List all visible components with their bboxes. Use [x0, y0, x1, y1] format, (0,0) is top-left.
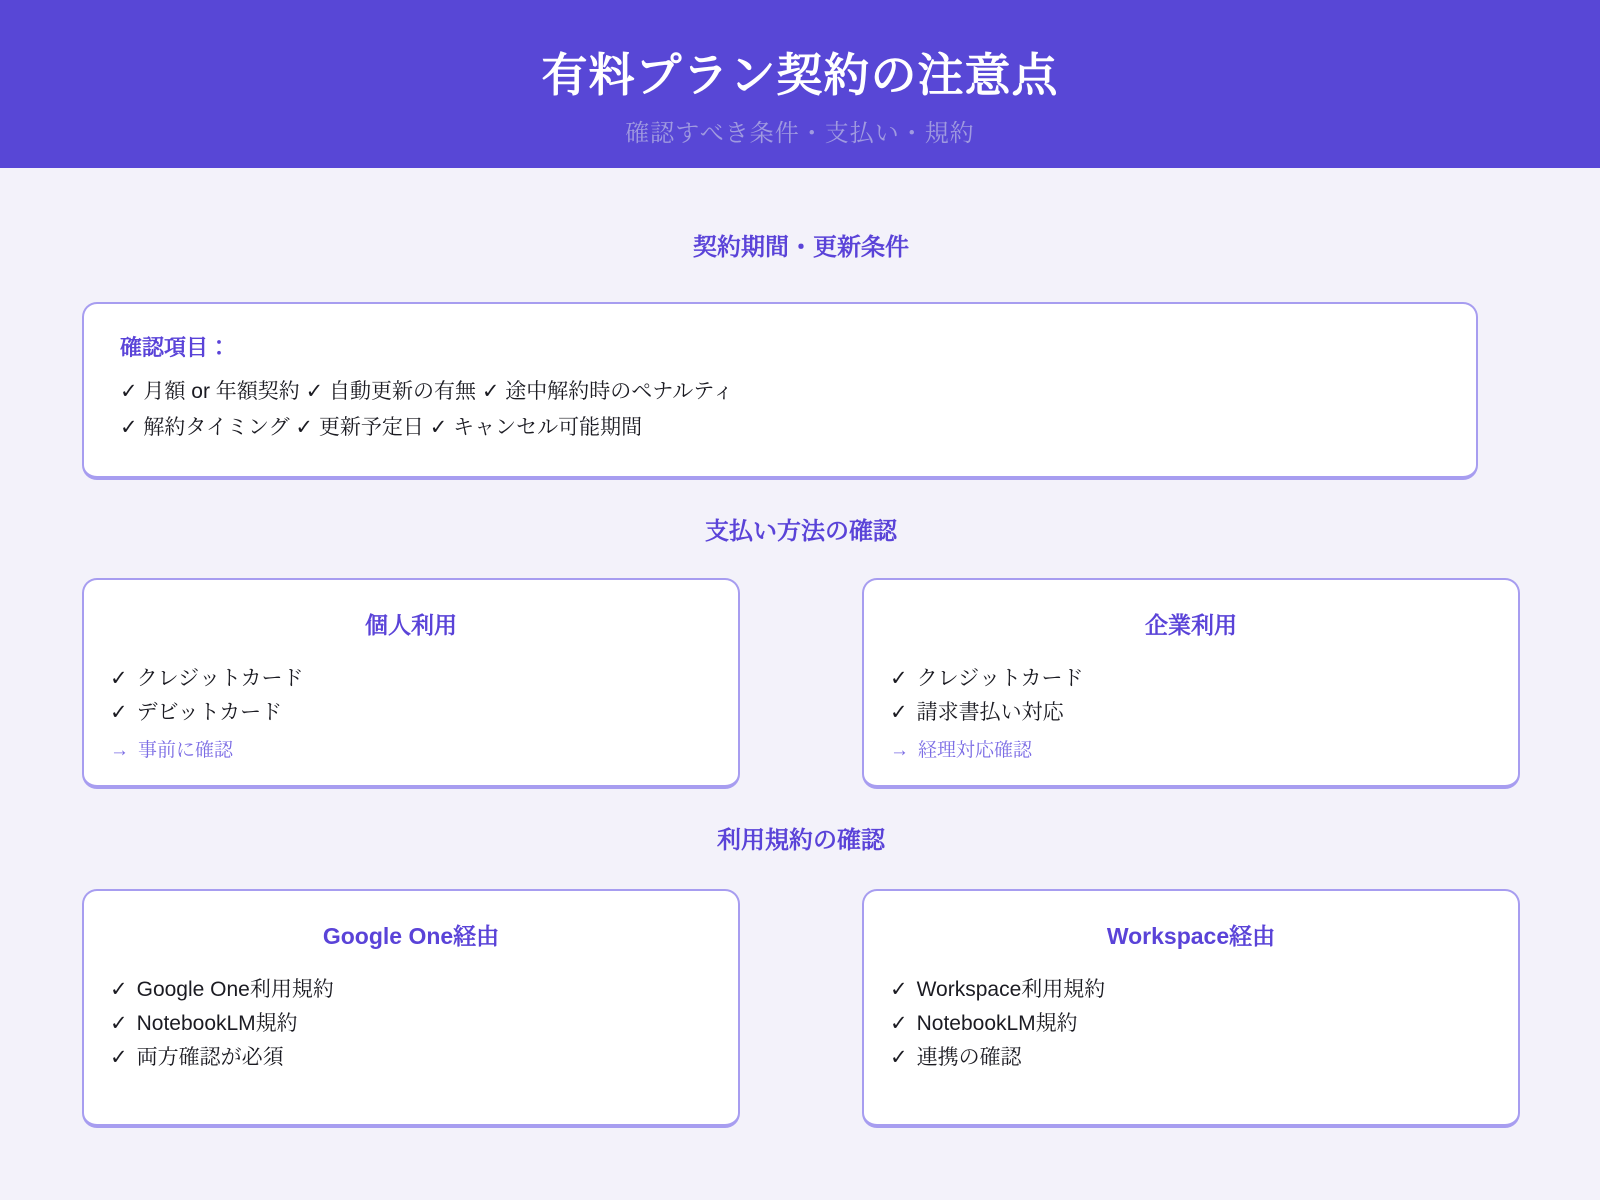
list-item	[890, 696, 1492, 730]
check-icon: ✓	[890, 978, 908, 1001]
section-payment-methods	[82, 516, 1520, 789]
card-title: Workspace経由	[1106, 923, 1276, 949]
payment-card-row	[82, 578, 1520, 789]
card-title: 企業利用	[1145, 612, 1237, 638]
section-heading: 契約期間・更新条件	[693, 234, 909, 261]
section-terms-of-use	[82, 825, 1520, 1128]
section-heading: 利用規約の確認	[717, 827, 885, 854]
card-google-one	[82, 889, 740, 1128]
checklist-label: 確認項目：	[120, 335, 231, 360]
card-items	[890, 662, 1492, 766]
arrow-icon: →	[110, 740, 129, 761]
card-items	[890, 973, 1492, 1075]
list-item	[890, 1041, 1492, 1075]
check-icon: ✓	[890, 1012, 908, 1035]
item-label: 請求書払い対応	[916, 701, 1064, 724]
terms-card-row	[82, 889, 1520, 1128]
list-item	[110, 1007, 712, 1041]
card-personal-use	[82, 578, 740, 789]
check-icon: ✓	[110, 1012, 128, 1035]
check-icon: ✓	[110, 1046, 128, 1069]
item-label: 両方確認が必須	[136, 1046, 284, 1069]
note-line	[890, 736, 1492, 766]
card-items	[110, 662, 712, 766]
card-title: Google One経由	[322, 923, 500, 949]
item-label: Google One利用規約	[136, 978, 334, 1001]
check-icon: ✓	[890, 701, 908, 724]
list-item	[110, 973, 712, 1007]
section-heading: 支払い方法の確認	[705, 518, 897, 545]
arrow-icon: →	[890, 740, 909, 761]
card-workspace	[862, 889, 1520, 1128]
note-label: 事前に確認	[138, 740, 234, 761]
list-item	[890, 1007, 1492, 1041]
card-business-use	[862, 578, 1520, 789]
check-icon: ✓	[110, 701, 128, 724]
check-icon: ✓	[110, 978, 128, 1001]
page-title: 有料プラン契約の注意点	[541, 49, 1059, 101]
main-content	[82, 232, 1520, 1128]
item-label: 連携の確認	[916, 1046, 1022, 1069]
check-icon: ✓	[110, 667, 128, 690]
list-item	[110, 1041, 712, 1075]
card-items	[110, 973, 712, 1075]
item-label: クレジットカード	[916, 667, 1084, 690]
page-subtitle: 確認すべき条件・支払い・規約	[625, 120, 975, 148]
check-icon: ✓	[890, 667, 908, 690]
item-label: デビットカード	[136, 701, 283, 724]
list-item	[890, 662, 1492, 696]
list-item	[110, 662, 712, 696]
check-icon: ✓	[890, 1046, 908, 1069]
note-label: 経理対応確認	[918, 740, 1033, 761]
checklist-card	[82, 302, 1478, 480]
note-line	[110, 736, 712, 766]
section-contract-terms	[82, 232, 1520, 480]
item-label: Workspace利用規約	[916, 978, 1106, 1001]
checklist-line: ✓ 解約タイミング ✓ 更新予定日 ✓ キャンセル可能期間	[120, 416, 643, 439]
checklist-line: ✓ 月額 or 年額契約 ✓ 自動更新の有無 ✓ 途中解約時のペナルティ	[120, 380, 734, 403]
item-label: NotebookLM規約	[916, 1012, 1078, 1035]
list-item	[110, 696, 712, 730]
list-item	[890, 973, 1492, 1007]
card-title: 個人利用	[365, 612, 457, 638]
page-header	[0, 0, 1600, 168]
item-label: NotebookLM規約	[136, 1012, 298, 1035]
item-label: クレジットカード	[136, 667, 304, 690]
